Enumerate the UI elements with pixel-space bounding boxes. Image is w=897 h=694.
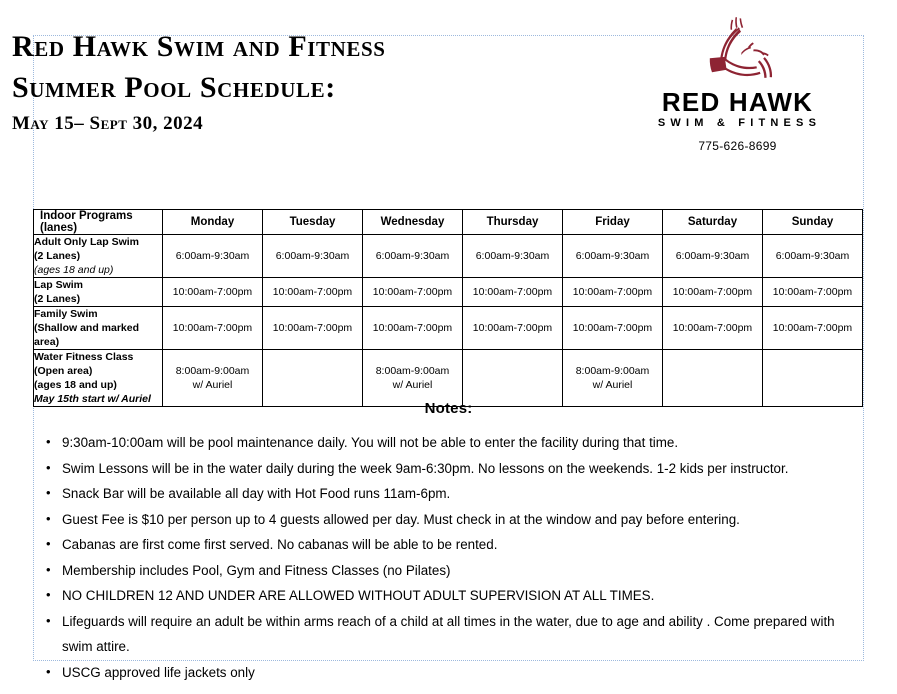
- program-detail: (2 Lanes): [34, 293, 81, 305]
- note-item: • Snack Bar will be available all day with Hot Food runs 11am-6pm.: [33, 481, 864, 507]
- schedule-cell-sunday: 10:00am-7:00pm: [763, 278, 863, 307]
- column-header-wednesday: Wednesday: [363, 210, 463, 235]
- column-header-thursday: Thursday: [463, 210, 563, 235]
- brand-logo: [640, 14, 835, 153]
- schedule-cell-friday: 10:00am-7:00pm: [563, 278, 663, 307]
- schedule-cell-saturday: 10:00am-7:00pm: [663, 307, 763, 350]
- schedule-cell-tuesday: 10:00am-7:00pm: [263, 307, 363, 350]
- page-title-line-2: Summer Pool Schedule:: [12, 71, 336, 104]
- note-item: • Lifeguards will require an adult be within arms reach of a child at all times in the water, due to age and ability . Come prepared with swim attire.: [33, 609, 864, 660]
- schedule-cell-sunday: 6:00am-9:30am: [763, 235, 863, 278]
- program-detail: (Open area): [34, 365, 93, 377]
- schedule-cell-wednesday: 8:00am-9:00am w/ Auriel: [363, 350, 463, 407]
- program-title: Family Swim: [34, 308, 98, 320]
- note-item: • Cabanas are first come first served. No cabanas will be able to be rented.: [33, 532, 864, 558]
- program-detail: (Shallow and marked area): [34, 322, 140, 348]
- notes-heading: Notes:: [424, 400, 473, 417]
- logo-brand-tagline: SWIM & FITNESS: [657, 117, 822, 129]
- schedule-cell-sunday: 10:00am-7:00pm: [763, 307, 863, 350]
- schedule-cell-saturday: [663, 350, 763, 407]
- table-header-row: [34, 210, 863, 235]
- logo-brand-name: RED HAWK: [661, 87, 814, 117]
- page-title-line-1: Red Hawk Swim and Fitness: [12, 30, 386, 63]
- column-header-sunday: Sunday: [763, 210, 863, 235]
- title-block: [12, 26, 386, 138]
- logo-phone-number: 775-626-8699: [698, 139, 777, 153]
- note-item: • NO CHILDREN 12 AND UNDER ARE ALLOWED WITHOUT ADULT SUPERVISION AT ALL TIMES.: [33, 583, 864, 609]
- table-row: [34, 235, 863, 278]
- hawk-icon: [640, 14, 835, 86]
- notes-list: [33, 430, 864, 685]
- schedule-cell-monday: 6:00am-9:30am: [163, 235, 263, 278]
- program-title: Adult Only Lap Swim: [34, 236, 140, 248]
- schedule-cell-thursday: 10:00am-7:00pm: [463, 278, 563, 307]
- program-age-note: (ages 18 and up): [34, 379, 117, 391]
- schedule-cell-thursday: [463, 350, 563, 407]
- table-row: [34, 307, 863, 350]
- page-subtitle-date-range: May 15– Sept 30, 2024: [12, 113, 204, 134]
- program-name-cell: [34, 307, 163, 350]
- schedule-cell-tuesday: [263, 350, 363, 407]
- column-header-program: Indoor Programs (lanes): [34, 210, 163, 235]
- schedule-cell-thursday: 6:00am-9:30am: [463, 235, 563, 278]
- schedule-cell-friday: 6:00am-9:30am: [563, 235, 663, 278]
- note-item: • Swim Lessons will be in the water daily during the week 9am-6:30pm. No lessons on the weekends. 1-2 kids per instructor.: [33, 456, 864, 482]
- column-header-monday: Monday: [163, 210, 263, 235]
- note-item: • Membership includes Pool, Gym and Fitness Classes (no Pilates): [33, 558, 864, 584]
- column-header-tuesday: Tuesday: [263, 210, 363, 235]
- column-header-friday: Friday: [563, 210, 663, 235]
- program-name-cell: [34, 350, 163, 407]
- document-header: [0, 0, 897, 165]
- schedule-cell-sunday: [763, 350, 863, 407]
- program-age-note: (ages 18 and up): [34, 264, 114, 276]
- schedule-cell-thursday: 10:00am-7:00pm: [463, 307, 563, 350]
- note-item: • USCG approved life jackets only: [33, 660, 864, 686]
- table-row: [34, 350, 863, 407]
- schedule-cell-monday: 10:00am-7:00pm: [163, 278, 263, 307]
- column-header-saturday: Saturday: [663, 210, 763, 235]
- table-row: [34, 278, 863, 307]
- schedule-cell-tuesday: 6:00am-9:30am: [263, 235, 363, 278]
- schedule-cell-wednesday: 6:00am-9:30am: [363, 235, 463, 278]
- schedule-cell-friday: 8:00am-9:00am w/ Auriel: [563, 350, 663, 407]
- notes-section: [33, 400, 864, 685]
- schedule-cell-wednesday: 10:00am-7:00pm: [363, 278, 463, 307]
- program-detail: (2 Lanes): [34, 250, 81, 262]
- program-name-cell: [34, 278, 163, 307]
- schedule-cell-tuesday: 10:00am-7:00pm: [263, 278, 363, 307]
- schedule-cell-friday: 10:00am-7:00pm: [563, 307, 663, 350]
- schedule-cell-monday: 10:00am-7:00pm: [163, 307, 263, 350]
- program-name-cell: [34, 235, 163, 278]
- program-title: Lap Swim: [34, 279, 84, 291]
- schedule-cell-wednesday: 10:00am-7:00pm: [363, 307, 463, 350]
- note-item: • Guest Fee is $10 per person up to 4 guests allowed per day. Must check in at the window and pay before entering.: [33, 507, 864, 533]
- pool-schedule-table: [33, 209, 863, 407]
- schedule-cell-saturday: 6:00am-9:30am: [663, 235, 763, 278]
- program-title: Water Fitness Class: [34, 351, 134, 363]
- note-item: • 9:30am-10:00am will be pool maintenance daily. You will not be able to enter the facility during that time.: [33, 430, 864, 456]
- schedule-table-body: [34, 235, 863, 407]
- schedule-cell-monday: 8:00am-9:00am w/ Auriel: [163, 350, 263, 407]
- schedule-cell-saturday: 10:00am-7:00pm: [663, 278, 763, 307]
- schedule-table-container: [33, 209, 863, 407]
- program-start-note: May 15th start w/ Auriel: [34, 393, 151, 405]
